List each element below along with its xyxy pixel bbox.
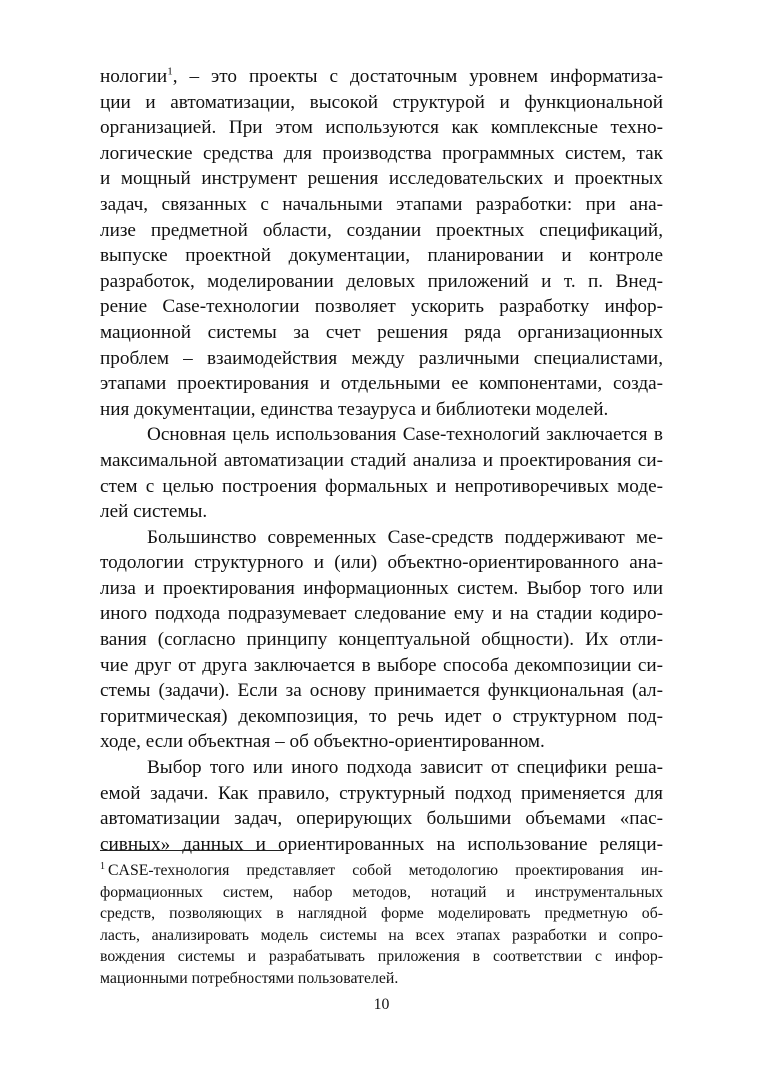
text-line: емой задачи. Как правило, структурный подход применяется для xyxy=(100,782,663,804)
text-line: организацией. При этом используются как комплексные техно- xyxy=(100,117,663,139)
text-line: задач, связанных с начальными этапами разработки: при ана- xyxy=(100,193,663,215)
text-line: логические средства для производства программных систем, так xyxy=(100,142,663,164)
text-line: лиза и проектирования информационных систем. Выбор того или xyxy=(100,577,663,599)
text-line: Выбор того или иного подхода зависит от специфики реша- xyxy=(147,757,663,779)
text-line: лей системы. xyxy=(100,501,208,523)
text-line: Основная цель использования Case-технологий заключается в xyxy=(147,424,663,446)
text-line: ходе, если объектная – об объектно-ориентированном. xyxy=(100,731,545,753)
paragraph-2 xyxy=(100,422,663,524)
text-line: мационной системы за счет решения ряда организационных xyxy=(100,321,663,343)
text-line: сивных» данных и ориентированных на использование реляци- xyxy=(100,833,663,855)
text-line: проблем – взаимодействия между различными специалистами, xyxy=(100,347,663,369)
text-line: выпуске проектной документации, планировании и контроле xyxy=(100,245,663,267)
footnote-line: формационных систем, набор методов, нотаций и инструментальных xyxy=(100,883,663,901)
text-line: тодологии структурного и (или) объектно-ориентированного ана- xyxy=(100,552,663,574)
text-line: этапами проектирования и отдельными ее компонентами, созда- xyxy=(100,373,663,395)
paragraph-3 xyxy=(100,525,663,755)
text-line: разработок, моделировании деловых приложений и т. п. Внед- xyxy=(100,270,663,292)
footnote-line: мационными потребностями пользователей. xyxy=(100,969,399,987)
footnote-marker: 1 xyxy=(100,860,105,872)
text-line: ции и автоматизации, высокой структурой и функциональной xyxy=(100,91,663,113)
text-line: чие друг от друга заключается в выборе способа декомпозиции си- xyxy=(100,654,663,676)
text-line: стем с целью построения формальных и непротиворечивых моде- xyxy=(100,475,663,497)
footnote-line: средств, позволяющих в наглядной форме моделировать предметную об- xyxy=(100,905,663,922)
text-line: Большинство современных Case-средств поддерживают ме- xyxy=(147,526,663,548)
paragraph-4 xyxy=(100,755,663,857)
footnote-line: ласть, анализировать модель системы на всех этапах разработки и сопро- xyxy=(100,926,663,944)
footnote-reference: 1 xyxy=(167,65,173,78)
text-line: рение Case-технологии позволяет ускорить разработку инфор- xyxy=(100,296,663,318)
footnote-divider xyxy=(100,850,284,851)
footnote-line: вождения системы и разрабатывать приложения в соответствии с инфор- xyxy=(100,948,663,965)
footnote-line: $^1$ CASE-технология представляет собой методологию проектирования ин- xyxy=(100,860,663,879)
text-line: лизе предметной области, создании проектных спецификаций, xyxy=(100,219,663,241)
text-line: ния документации, единства тезауруса и библиотеки моделей. xyxy=(100,398,609,420)
footnote xyxy=(100,860,663,989)
text-line: и мощный инструмент решения исследовательских и проектных xyxy=(100,168,663,190)
paragraph-1 xyxy=(100,64,663,422)
text-line: нологии$^1$, – это проекты с достаточным уровнем информатиза- xyxy=(100,65,663,87)
main-text xyxy=(100,64,663,857)
text-line: вания (согласно принципу концептуальной общности). Их отли- xyxy=(100,629,663,651)
text-line: максимальной автоматизации стадий анализа и проектирования си- xyxy=(100,449,663,471)
text-line: иного подхода подразумевает следование ему и на стадии кодиро- xyxy=(100,603,663,625)
text-line: автоматизации задач, оперирующих большими объемами «пас- xyxy=(100,808,663,830)
text-line: стемы (задачи). Если за основу принимается функциональная (ал- xyxy=(100,680,663,702)
text-line: горитмическая) декомпозиция, то речь идет о структурном под- xyxy=(100,705,663,727)
page-number: 10 xyxy=(373,996,390,1013)
